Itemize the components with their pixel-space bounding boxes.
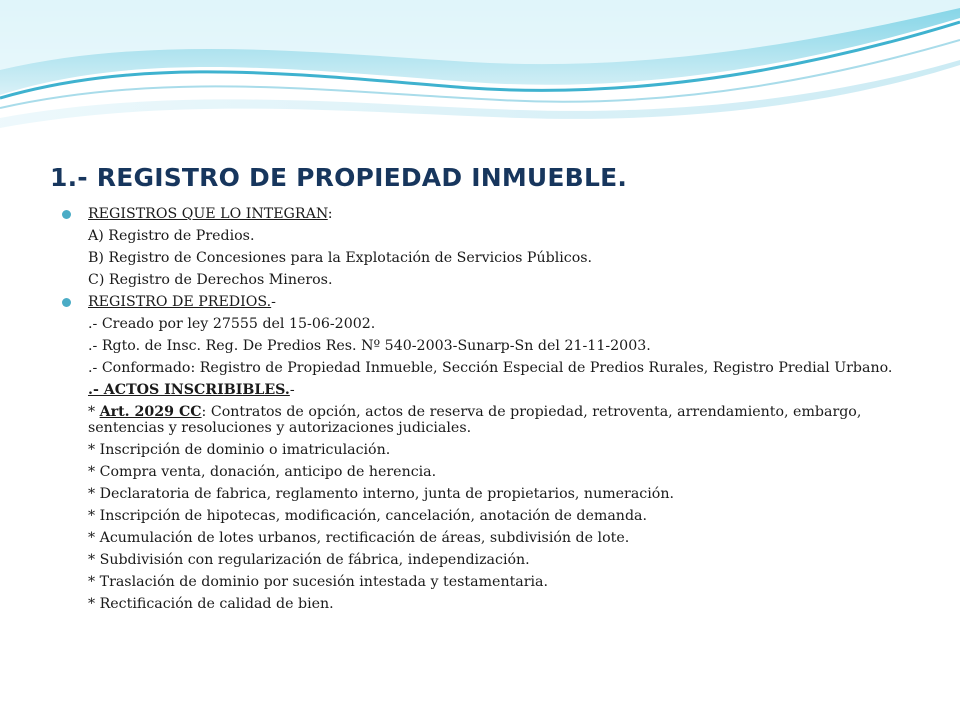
- article-prefix: *: [88, 404, 100, 420]
- list-item: * Compra venta, donación, anticipo de herencia.: [88, 464, 437, 480]
- section-heading: REGISTROS QUE LO INTEGRAN: [88, 206, 328, 222]
- list-item: * Declaratoria de fabrica, reglamento interno, junta de propietarios, numeración.: [88, 486, 674, 502]
- heading-suffix: -: [271, 294, 276, 310]
- article-text: : Contratos de opción, actos de reserva de propiedad, retroventa, arrendamiento, embargo, sentencias y resoluciones y autorizaciones judiciales.: [88, 404, 862, 436]
- list-item: * Inscripción de hipotecas, modificación, cancelación, anotación de demanda.: [88, 508, 647, 524]
- bullet-dot-icon: [62, 210, 71, 219]
- actos-heading: .- ACTOS INSCRIBIBLES.: [88, 382, 290, 398]
- list-item: .- Conformado: Registro de Propiedad Inmueble, Sección Especial de Predios Rurales, Registro Predial Urbano.: [88, 360, 893, 376]
- list-item: A) Registro de Predios.: [88, 228, 255, 244]
- bullet-registros-integran: [62, 203, 922, 225]
- list-item: * Inscripción de dominio o imatriculación.: [88, 442, 391, 458]
- list-item: * Traslación de dominio por sucesión intestada y testamentaria.: [88, 574, 549, 590]
- list-item: * Acumulación de lotes urbanos, rectificación de áreas, subdivisión de lote.: [88, 530, 630, 546]
- list-item: .- Rgto. de Insc. Reg. De Predios Res. Nº 540-2003-Sunarp-Sn del 21-11-2003.: [88, 338, 651, 354]
- bullet-dot-icon: [62, 298, 71, 307]
- list-item: C) Registro de Derechos Mineros.: [88, 272, 333, 288]
- list-item: * Rectificación de calidad de bien.: [88, 596, 334, 612]
- list-item: .- Creado por ley 27555 del 15-06-2002.: [88, 316, 376, 332]
- content-body: [62, 203, 922, 615]
- article-line: [62, 401, 922, 439]
- bullet-registro-predios: [62, 291, 922, 313]
- actos-heading-line: [62, 379, 922, 401]
- decorative-wave-header: [0, 0, 960, 150]
- list-item: * Subdivisión con regularización de fábrica, independización.: [88, 552, 530, 568]
- page-title: 1.- REGISTRO DE PROPIEDAD INMUEBLE.: [50, 163, 628, 192]
- heading-suffix: :: [327, 206, 333, 222]
- article-label: Art. 2029 CC: [99, 404, 202, 420]
- section-heading: REGISTRO DE PREDIOS.: [88, 294, 272, 310]
- list-item: B) Registro de Concesiones para la Explotación de Servicios Públicos.: [88, 250, 593, 266]
- actos-suffix: -: [289, 382, 295, 398]
